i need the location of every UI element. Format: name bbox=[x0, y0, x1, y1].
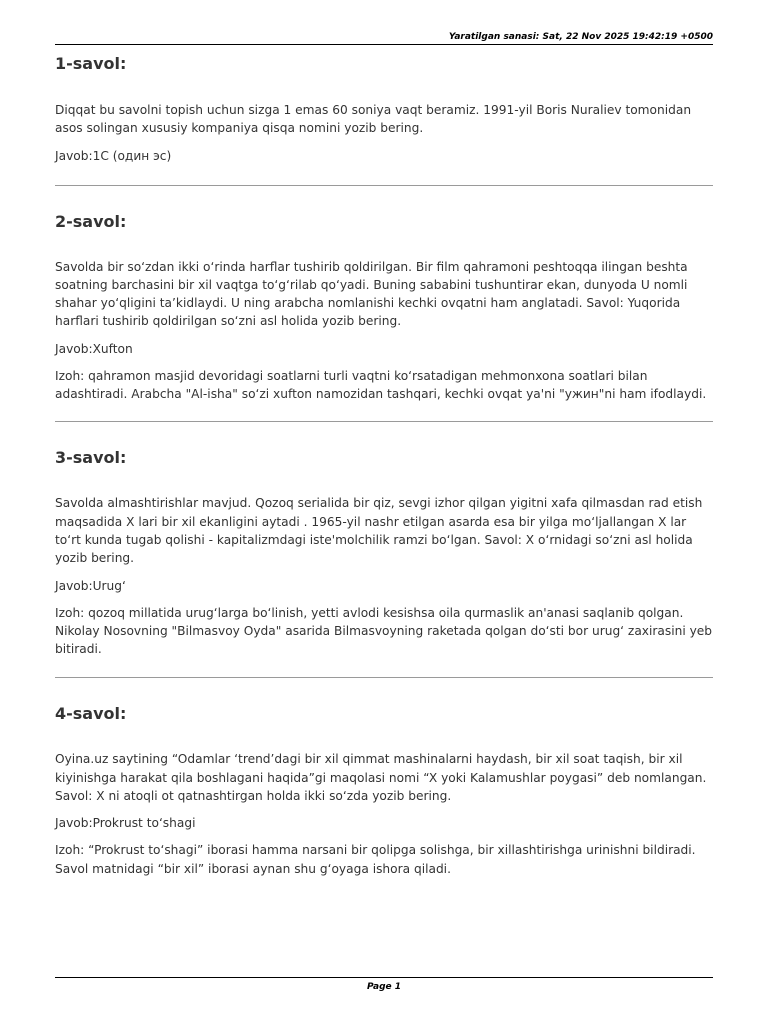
answer: Javob:Xufton bbox=[55, 341, 133, 356]
question-text: Diqqat bu savolni topish uchun sizga 1 emas 60 soniya vaqt beramiz. 1991-yil Boris Nuraliev tomonidan asos solingan xususiy kompaniya qisqa nomini yozib bering. bbox=[55, 103, 692, 136]
page-footer bbox=[55, 977, 713, 993]
answer: Javob:Prokrust to‘shagi bbox=[55, 816, 196, 831]
question-4 bbox=[55, 704, 713, 877]
question-divider bbox=[55, 421, 713, 422]
explanation: Izoh: qahramon masjid devoridagi soatlarni turli vaqtni ko‘rsatadigan mehmonxona soatlari bilan adashtiradi. Arabcha "Al-isha" so‘zi xufton namozidan tashqari, kechki ovqat ya'ni "ужин"ni ham ifodlaydi. bbox=[55, 368, 707, 402]
question-text: Savolda almashtirishlar mavjud. Qozoq serialida bir qiz, sevgi izhor qilgan yigitni xafa qilmasdan rad etish maqsadida X lari bir xil ekanligini aytadi . 1965-yil nashr etilgan asarda esa bir yilga mo‘ljallangan X lar to‘rt kunda tugab qolishi - kapitalizmdagi iste'molchilik ramzi bo‘lgan. Savol: X o‘rnidagi so‘zni asl holida yozib bering. bbox=[55, 496, 703, 566]
question-title: 3-savol: bbox=[55, 448, 127, 468]
document-body bbox=[55, 54, 713, 878]
question-title: 1-savol: bbox=[55, 54, 127, 73]
question-title: 4-savol: bbox=[55, 704, 127, 724]
explanation: Izoh: “Prokrust to‘shagi” iborasi hamma narsani bir qolipga solishga, bir xillashtirishga urinishni bildiradi. Savol matnidagi “bir xil” iborasi aynan shu g‘oyaga ishora qiladi. bbox=[55, 843, 696, 876]
question-1 bbox=[55, 54, 713, 165]
created-date: Yaratilgan sanasi: Sat, 22 Nov 2025 19:42:19 +0500 bbox=[448, 32, 713, 42]
question-3 bbox=[55, 448, 713, 658]
answer: Javob:Urug‘ bbox=[55, 578, 126, 593]
question-divider bbox=[55, 185, 713, 186]
answer: Javob:1C (один эс) bbox=[55, 148, 172, 163]
question-text: Oyina.uz saytining “Odamlar ‘trend’dagi bir xil qimmat mashinalarni haydash, bir xil soat taqish, bir xil kiyinishga harakat qila boshlagani haqida”gi maqolasi nomi “X yoki Kalamushlar poygasi” deb nomlangan. Savol: X ni atoqli ot qatnashtirgan holda ikki so‘zda yozib bering. bbox=[55, 752, 707, 804]
explanation: Izoh: qozoq millatida urug‘larga bo‘linish, yetti avlodi kesishsa oila qurmaslik an'anasi saqlanib qolgan. Nikolay Nosovning "Bilmasvoy Oyda" asarida Bilmasvoyning raketada qolgan do‘sti bor urug‘ zaxirasini yeb bitiradi. bbox=[55, 605, 713, 657]
question-divider bbox=[55, 677, 713, 678]
page-number: Page 1 bbox=[366, 982, 402, 992]
question-2 bbox=[55, 212, 713, 404]
question-title: 2-savol: bbox=[55, 211, 127, 231]
question-text: Savolda bir so‘zdan ikki o‘rinda harflar tushirib qoldirilgan. Bir film qahramoni peshtoqqa ilingan beshta soatning barchasini bir xil vaqtga to‘g‘rilab qo‘yadi. Buning sababini tushuntirar ekan, dunyoda U nomli shahar yo‘qligini ta’kidlaydi. U ning arabcha nomlanishi kechki ovqatni ham anglatadi. Savol: Yuqorida harflari tushirib qoldirilgan so‘zni asl holida yozib bering. bbox=[55, 259, 688, 329]
page-header bbox=[55, 31, 713, 45]
